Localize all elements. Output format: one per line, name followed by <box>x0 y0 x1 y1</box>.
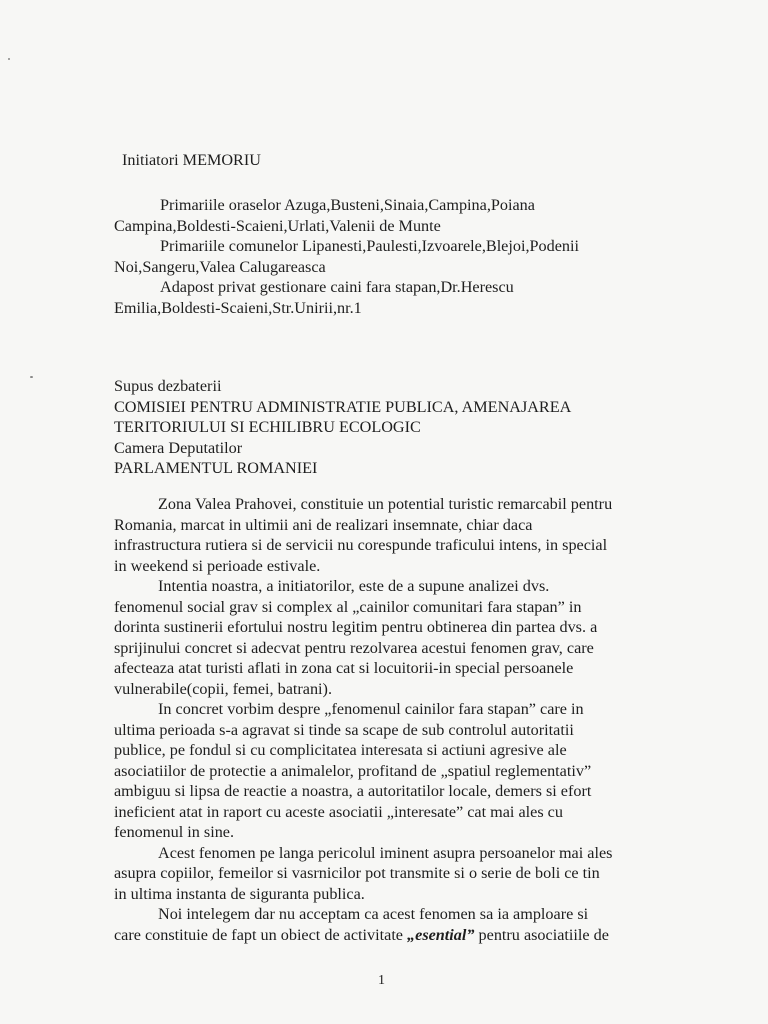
paragraph-line: asociatiilor de protectie a animalelor, profitand de „spatiul reglementativ” <box>114 761 592 780</box>
document-title: Initiatori MEMORIU <box>122 151 261 169</box>
initiator-line: Campina,Boldesti-Scaieni,Urlati,Valenii de Munte <box>114 216 441 235</box>
initiator-line: Primariile oraselor Azuga,Busteni,Sinaia,Campina,Poiana <box>160 196 535 214</box>
paragraph <box>114 494 658 576</box>
submission-block <box>114 376 674 479</box>
paragraph <box>114 699 658 843</box>
chamber-name: Camera Deputatilor <box>114 438 243 457</box>
paragraph-line: infrastructura rutiera si de servicii nu corespunde traficului intens, in special <box>114 536 608 554</box>
paragraph-line: asupra copiilor, femeilor si vasrnicilor pot transmite si o serie de boli ce tin <box>114 864 600 882</box>
paragraph-line: ambiguu si lipsa de reactie a noastra, a autoritatilor locale, demers si efort <box>114 782 592 800</box>
paragraph-line: publice, pe fondul si cu complicitatea interesata si actiuni agresive ale <box>114 741 567 759</box>
paragraph-line: in weekend si perioade estivale. <box>114 556 321 575</box>
initiator-line: Emilia,Boldesti-Scaieni,Str.Unirii,nr.1 <box>114 298 362 317</box>
parliament-name: PARLAMENTUL ROMANIEI <box>114 459 318 477</box>
paragraph-last <box>114 904 658 945</box>
paragraph-line: In concret vorbim despre „fenomenul cainilor fara stapan” care in <box>158 700 584 718</box>
paragraph-line: vulnerabile(copii, femei, batrani). <box>114 679 332 698</box>
scan-speck <box>8 58 10 60</box>
paragraph-line <box>114 925 658 946</box>
initiators-list <box>114 195 674 318</box>
initiator-line: Primariile comunelor Lipanesti,Paulesti,Izvoarele,Blejoi,Podenii <box>160 237 579 255</box>
paragraph-line: in ultima instanta de siguranta publica. <box>114 884 365 903</box>
initiator-line: Adapost privat gestionare caini fara stapan,Dr.Herescu <box>160 278 514 296</box>
paragraph-line: fenomenul in sine. <box>114 823 235 841</box>
paragraph-line: ultima perioada s-a agravat si tinde sa scape de sub controlul autoritatii <box>114 720 574 739</box>
submission-line: Supus dezbaterii <box>114 377 222 395</box>
paragraph-line: Zona Valea Prahovei, constituie un potential turistic remarcabil pentru <box>158 495 613 513</box>
committee-name-cont: TERITORIULUI SI ECHILIBRU ECOLOGIC <box>114 418 421 436</box>
paragraph-line: Intentia noastra, a initiatorilor, este de a supune analizei dvs. <box>158 577 550 595</box>
emphasis-text: „esential” <box>407 925 475 944</box>
paragraph-line: sprijinului concret si adecvat pentru rezolvarea acestui fenomen grav, care <box>114 638 594 657</box>
page-number: 1 <box>378 973 385 988</box>
scan-speck <box>30 376 33 378</box>
initiator-line: Noi,Sangeru,Valea Calugareasca <box>114 257 326 276</box>
paragraph-line: Romania, marcat in ultimii ani de realizari insemnate, chiar daca <box>114 515 533 534</box>
committee-name: COMISIEI PENTRU ADMINISTRATIE PUBLICA, AMENAJAREA <box>114 397 572 416</box>
paragraph-line: ineficient atat in raport cu aceste asociatii „interesate” cat mai ales cu <box>114 802 563 821</box>
paragraph-line: afecteaza atat turisti aflati in zona cat si locuitorii-in special persoanele <box>114 659 574 677</box>
paragraph-line: Noi intelegem dar nu acceptam ca acest fenomen sa ia amploare si <box>158 905 589 923</box>
text-run: care constituie de fapt un obiect de activitate <box>114 925 408 944</box>
paragraph-line: dorinta sustinerii efortului nostru legitim pentru obtinerea din partea dvs. a <box>114 618 598 636</box>
paragraph-line: Acest fenomen pe langa pericolul iminent asupra persoanelor mai ales <box>158 843 613 862</box>
paragraph <box>114 843 658 905</box>
memorandum-body <box>114 494 658 945</box>
text-run: pentru asociatiile de <box>474 925 609 944</box>
paragraph-line: fenomenul social grav si complex al „cainilor comunitari fara stapan” in <box>114 597 582 616</box>
paragraph <box>114 576 658 699</box>
